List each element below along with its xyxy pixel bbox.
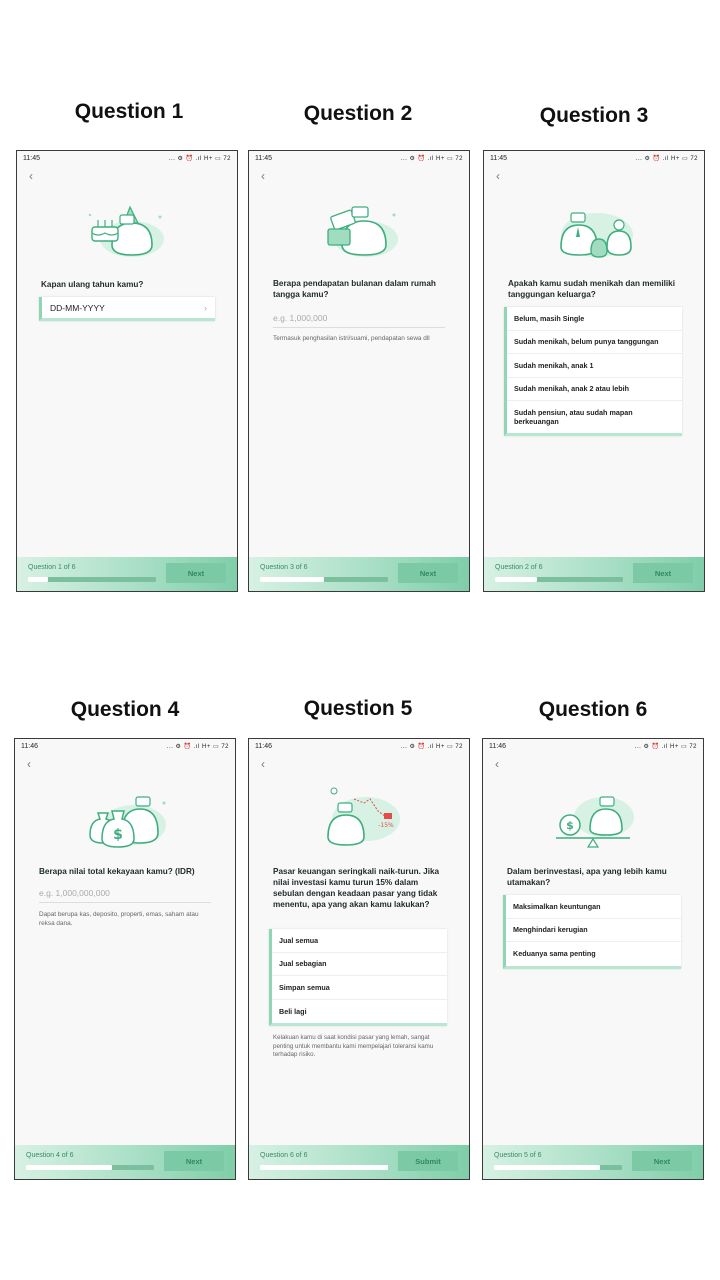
- progress-bar: [26, 1165, 154, 1170]
- svg-text:$: $: [113, 827, 123, 843]
- back-button[interactable]: [261, 757, 265, 771]
- status-time: 11:46: [489, 742, 506, 750]
- status-bar: [249, 739, 469, 753]
- balance-scale-illustration: [548, 781, 638, 853]
- income-hint: Termasuk penghasilan istri/suami, pendapatan sewa dll: [273, 335, 430, 342]
- svg-text:$: $: [566, 819, 574, 832]
- status-time: 11:46: [21, 742, 38, 750]
- chevron-right-icon: ›: [204, 302, 207, 313]
- screen-question-2: [248, 150, 470, 592]
- status-bar: [17, 151, 237, 165]
- progress-footer: [17, 557, 237, 591]
- risk-note: Kelakuan kamu di saat kondisi pasar yang lemah, sangat penting untuk membantu kami mempelajari toleransi kamu terhadap risiko.: [273, 1034, 434, 1058]
- option-item[interactable]: Menghindari kerugian: [506, 919, 681, 943]
- option-item[interactable]: Sudah menikah, belum punya tanggungan: [507, 331, 682, 355]
- question-text: Berapa nilai total kekayaan kamu? (IDR): [39, 867, 195, 876]
- progress-footer: [484, 557, 704, 591]
- back-button[interactable]: [496, 169, 500, 183]
- status-bar: [15, 739, 235, 753]
- next-button[interactable]: Next: [632, 1151, 692, 1171]
- option-item[interactable]: Sudah pensiun, atau sudah mapan berkeuangan: [514, 408, 633, 426]
- status-icons: ... ⚙ ⏰ .ıl H+ ▭ 72: [400, 155, 463, 162]
- back-button[interactable]: [261, 169, 265, 183]
- progress-fill: [26, 1165, 112, 1170]
- question-text: Kapan ulang tahun kamu?: [41, 280, 144, 289]
- progress-label: Question 3 of 6: [260, 564, 308, 571]
- screen-question-1: [16, 150, 238, 592]
- family-bags-illustration: [549, 193, 639, 265]
- progress-label: Question 2 of 6: [495, 564, 543, 571]
- status-time: 11:45: [490, 154, 507, 162]
- market-reaction-options: [269, 929, 447, 1026]
- marital-status-options: [504, 307, 682, 436]
- next-button[interactable]: Next: [633, 563, 693, 583]
- question-text: Pasar keuangan seringkali naik-turun. Jika nilai investasi kamu turun 15% dalam sebulan dengan keadaan pasar yang tidak menentu, apa yang akan kamu lakukan?: [273, 867, 440, 909]
- screen-5-heading: Question 5: [303, 697, 413, 720]
- progress-footer: [249, 557, 469, 591]
- question-text: Dalam berinvestasi, apa yang lebih kamu utamakan?: [507, 867, 667, 887]
- status-icons: ... ⚙ ⏰ .ıl H+ ▭ 72: [635, 155, 698, 162]
- screen-3-heading: Question 3: [539, 104, 649, 127]
- progress-fill: [260, 1165, 388, 1170]
- screen-1-heading: Question 1: [74, 100, 184, 123]
- investment-priority-options: [503, 895, 681, 969]
- progress-fill: [28, 577, 48, 582]
- chevron-left-icon: ‹: [27, 757, 31, 771]
- status-time: 11:45: [23, 154, 40, 162]
- chevron-left-icon: ‹: [496, 169, 500, 183]
- status-time: 11:46: [255, 742, 272, 750]
- market-drop-illustration: [314, 781, 404, 853]
- progress-label: Question 1 of 6: [28, 564, 76, 571]
- option-item[interactable]: Jual semua: [272, 929, 447, 953]
- option-item[interactable]: Maksimalkan keuntungan: [506, 895, 681, 919]
- status-bar: [249, 151, 469, 165]
- submit-button[interactable]: Submit: [398, 1151, 458, 1171]
- status-icons: ... ⚙ ⏰ .ıl H+ ▭ 72: [400, 743, 463, 750]
- progress-label: Question 4 of 6: [26, 1152, 74, 1159]
- progress-bar: [260, 577, 388, 582]
- progress-bar: [494, 1165, 622, 1170]
- date-field-value: DD-MM-YYYY: [50, 302, 105, 313]
- loss-label: -15%: [378, 822, 394, 829]
- option-item[interactable]: Sudah menikah, anak 2 atau lebih: [507, 378, 682, 402]
- option-item[interactable]: Sudah menikah, anak 1: [507, 354, 682, 378]
- status-bar: [483, 739, 703, 753]
- progress-footer: [15, 1145, 235, 1179]
- status-icons: ... ⚙ ⏰ .ıl H+ ▭ 72: [168, 155, 231, 162]
- chevron-left-icon: ‹: [261, 169, 265, 183]
- birthday-cake-illustration: [82, 193, 172, 265]
- progress-label: Question 5 of 6: [494, 1152, 542, 1159]
- screen-4-heading: Question 4: [70, 698, 180, 721]
- progress-label: Question 6 of 6: [260, 1152, 308, 1159]
- progress-fill: [495, 577, 537, 582]
- option-item[interactable]: Beli lagi: [279, 1006, 307, 1016]
- progress-footer: [249, 1145, 469, 1179]
- back-button[interactable]: [495, 757, 499, 771]
- total-wealth-input[interactable]: [39, 884, 211, 903]
- status-time: 11:45: [255, 154, 272, 162]
- option-item[interactable]: Simpan semua: [272, 976, 447, 1000]
- option-item[interactable]: Jual sebagian: [272, 953, 447, 977]
- next-button[interactable]: Next: [398, 563, 458, 583]
- progress-bar: [28, 577, 156, 582]
- status-icons: ... ⚙ ⏰ .ıl H+ ▭ 72: [634, 743, 697, 750]
- chevron-left-icon: ‹: [29, 169, 33, 183]
- progress-fill: [260, 577, 324, 582]
- progress-footer: [483, 1145, 703, 1179]
- question-text: Berapa pendapatan bulanan dalam rumah tangga kamu?: [273, 279, 436, 299]
- monthly-income-input[interactable]: [273, 309, 445, 328]
- wealth-bags-illustration: [80, 781, 170, 853]
- money-bag-illustration: [314, 193, 404, 265]
- option-item[interactable]: Belum, masih Single: [507, 307, 682, 331]
- next-button[interactable]: Next: [164, 1151, 224, 1171]
- question-text: Apakah kamu sudah menikah dan memiliki tanggungan keluarga?: [508, 279, 675, 299]
- status-icons: ... ⚙ ⏰ .ıl H+ ▭ 72: [166, 743, 229, 750]
- birthday-date-field[interactable]: [39, 297, 215, 321]
- back-button[interactable]: [29, 169, 33, 183]
- chevron-left-icon: ‹: [261, 757, 265, 771]
- screen-question-4: [14, 738, 236, 1180]
- screen-6-heading: Question 6: [538, 698, 648, 721]
- progress-fill: [494, 1165, 600, 1170]
- option-item[interactable]: Keduanya sama penting: [513, 949, 596, 959]
- next-button[interactable]: Next: [166, 563, 226, 583]
- screen-2-heading: Question 2: [303, 102, 413, 125]
- screen-question-3: [483, 150, 705, 592]
- back-button[interactable]: [27, 757, 31, 771]
- chevron-left-icon: ‹: [495, 757, 499, 771]
- progress-bar: [495, 577, 623, 582]
- screen-question-5: [248, 738, 470, 1180]
- status-bar: [484, 151, 704, 165]
- screen-question-6: [482, 738, 704, 1180]
- wealth-hint: Dapat berupa kas, deposito, properti, emas, saham atau reksa dana.: [39, 911, 199, 927]
- progress-bar: [260, 1165, 388, 1170]
